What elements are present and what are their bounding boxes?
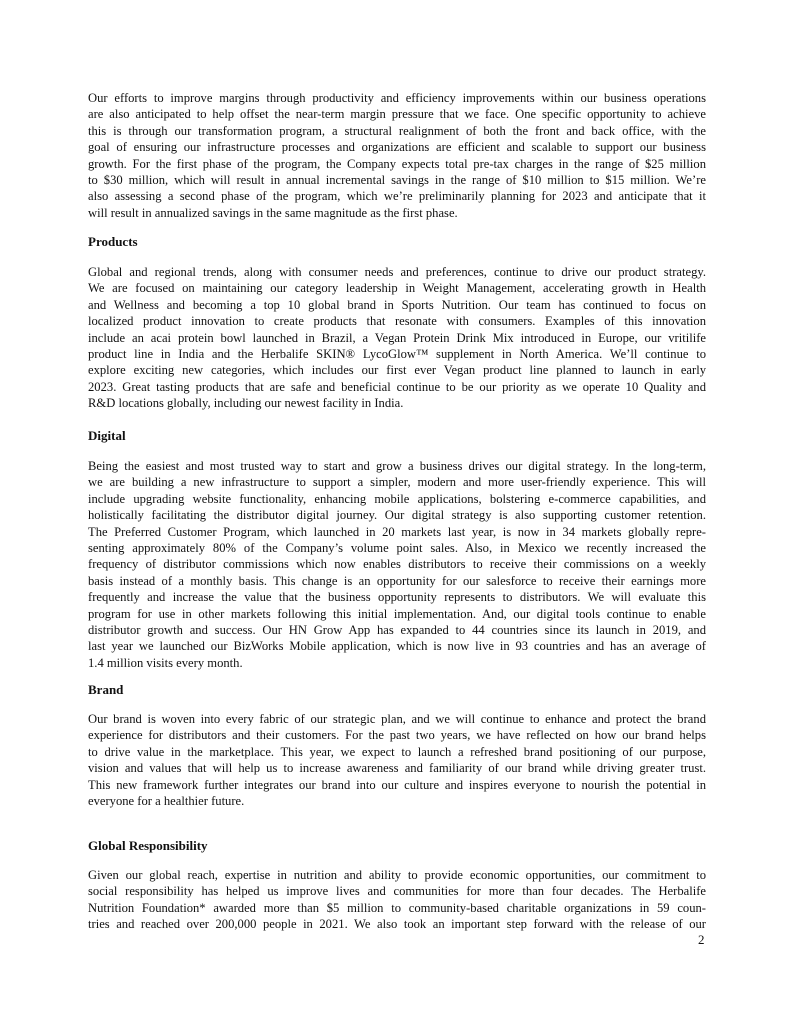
paragraph xyxy=(88,458,706,671)
paragraph xyxy=(88,711,706,809)
text-line: this is through our transformation program, a structural realignment of both the front and back office, with the xyxy=(88,123,706,138)
paragraph xyxy=(88,90,706,221)
section-heading: Digital xyxy=(88,428,126,443)
page-number: 2 xyxy=(698,932,705,947)
text-line: 1.4 million visits every month. xyxy=(88,655,243,670)
text-line: explore exciting new categories, which includes our first ever Vegan product line planned to launch in early xyxy=(88,363,706,378)
text-line: Being the easiest and most trusted way to start and grow a business drives our digital strategy. In the long-term, xyxy=(88,459,706,473)
text-line: The Preferred Customer Program, which launched in 20 markets last year, is now in 34 markets globally repre- xyxy=(88,524,706,539)
text-line: include an acai protein bowl launched in Brazil, a Vegan Protein Drink Mix introduced in Europe, our vritilife xyxy=(88,330,706,345)
text-line: holistically facilitating the distributor digital journey. Our digital strategy is also supporting customer retention. xyxy=(88,508,706,523)
text-line: to $30 million, which will result in annual incremental savings in the range of $10 million to $15 million. We’re xyxy=(88,172,706,187)
text-line: basis instead of a monthly basis. This change is an opportunity for our salesforce to receive their earnings more xyxy=(88,573,706,588)
text-line: we are building a new infrastructure to support a simpler, modern and more user-friendly experience. This will xyxy=(88,475,706,490)
paragraph xyxy=(88,264,706,412)
text-line: will result in annualized savings in the same magnitude as the first phase. xyxy=(88,205,458,220)
text-line: We are focused on maintaining our category leadership in Weight Management, accelerating growth in Health xyxy=(88,281,706,296)
text-line: Our efforts to improve margins through productivity and efficiency improvements within our business operations xyxy=(88,91,706,105)
text-line: social responsibility has helped us improve lives and communities for more than four decades. The Herbalife xyxy=(88,884,706,899)
text-line: product line in India and the Herbalife SKIN® LycoGlow™ supplement in North America. We’ll continue to xyxy=(88,346,706,361)
text-line: Nutrition Foundation* awarded more than $5 million to community-based charitable organizations in 59 coun- xyxy=(88,900,706,915)
text-line: are also anticipated to help offset the near-term margin pressure that we face. One specific opportunity to achieve xyxy=(88,107,706,122)
section-heading: Global Responsibility xyxy=(88,838,208,853)
text-line: frequency of distributor commissions which now enables distributors to receive their commissions on a weekly xyxy=(88,557,706,572)
text-line: distributor growth and success. Our HN Grow App has expanded to 44 countries since its launch in 2019, and xyxy=(88,622,706,637)
text-line: last year we launched our BizWorks Mobile application, which is now live in 93 countries and has an average of xyxy=(88,639,706,654)
text-line: everyone for a healthier future. xyxy=(88,793,245,808)
text-line: tries and reached over 200,000 people in 2021. We also took an important step forward with the release of our xyxy=(88,917,706,932)
text-line: also assessing a second phase of the program, which we’re preliminarily planning for 2023 and anticipate that it xyxy=(88,189,706,204)
section-heading: Products xyxy=(88,234,138,249)
text-line: Our brand is woven into every fabric of our strategic plan, and we will continue to enhance and protect the brand xyxy=(88,712,706,726)
text-line: This new framework further integrates our brand into our culture and inspires everyone to nourish the potential in xyxy=(88,777,706,792)
text-line: 2023. Great tasting products that are safe and beneficial continue to be our priority as we operate 10 Quality and xyxy=(88,379,706,394)
text-line: experience for distributors and their customers. For the past two years, we have reflected on how our brand helps xyxy=(88,728,706,743)
text-line: vision and values that will help us to increase awareness and familiarity of our brand while driving greater trust. xyxy=(88,761,706,776)
text-line: and Wellness and becoming a top 10 global brand in Sports Nutrition. Our team has continued to focus on xyxy=(88,297,706,312)
text-line: senting approximately 80% of the Company’s volume point sales. Also, in Mexico we recently increased the xyxy=(88,540,706,555)
text-line: goal of ensuring our infrastructure processes and organizations are efficient and scalable to support our business xyxy=(88,140,706,155)
paragraph xyxy=(88,867,706,933)
text-line: growth. For the first phase of the program, the Company expects total pre-tax charges in the range of $25 million xyxy=(88,156,706,171)
text-line: localized product innovation to create products that resonate with consumers. Examples of this innovation xyxy=(88,314,706,329)
text-line: to drive value in the marketplace. This year, we expect to launch a refreshed brand positioning of our purpose, xyxy=(88,744,706,759)
text-line: frequently and increase the value that the business opportunity represents to distributors. We will evaluate this xyxy=(88,590,706,605)
text-line: R&D locations globally, including our newest facility in India. xyxy=(88,396,404,411)
text-line: Given our global reach, expertise in nutrition and ability to provide economic opportunities, our commitment to xyxy=(88,868,706,882)
text-line: Global and regional trends, along with consumer needs and preferences, continue to drive our product strategy. xyxy=(88,265,706,279)
text-line: include upgrading website functionality, enhancing mobile applications, bolstering e-commerce capabilities, and xyxy=(88,491,706,506)
section-heading: Brand xyxy=(88,682,124,697)
text-line: program for use in other markets following this initial implementation. And, our digital tools continue to enable xyxy=(88,606,706,621)
